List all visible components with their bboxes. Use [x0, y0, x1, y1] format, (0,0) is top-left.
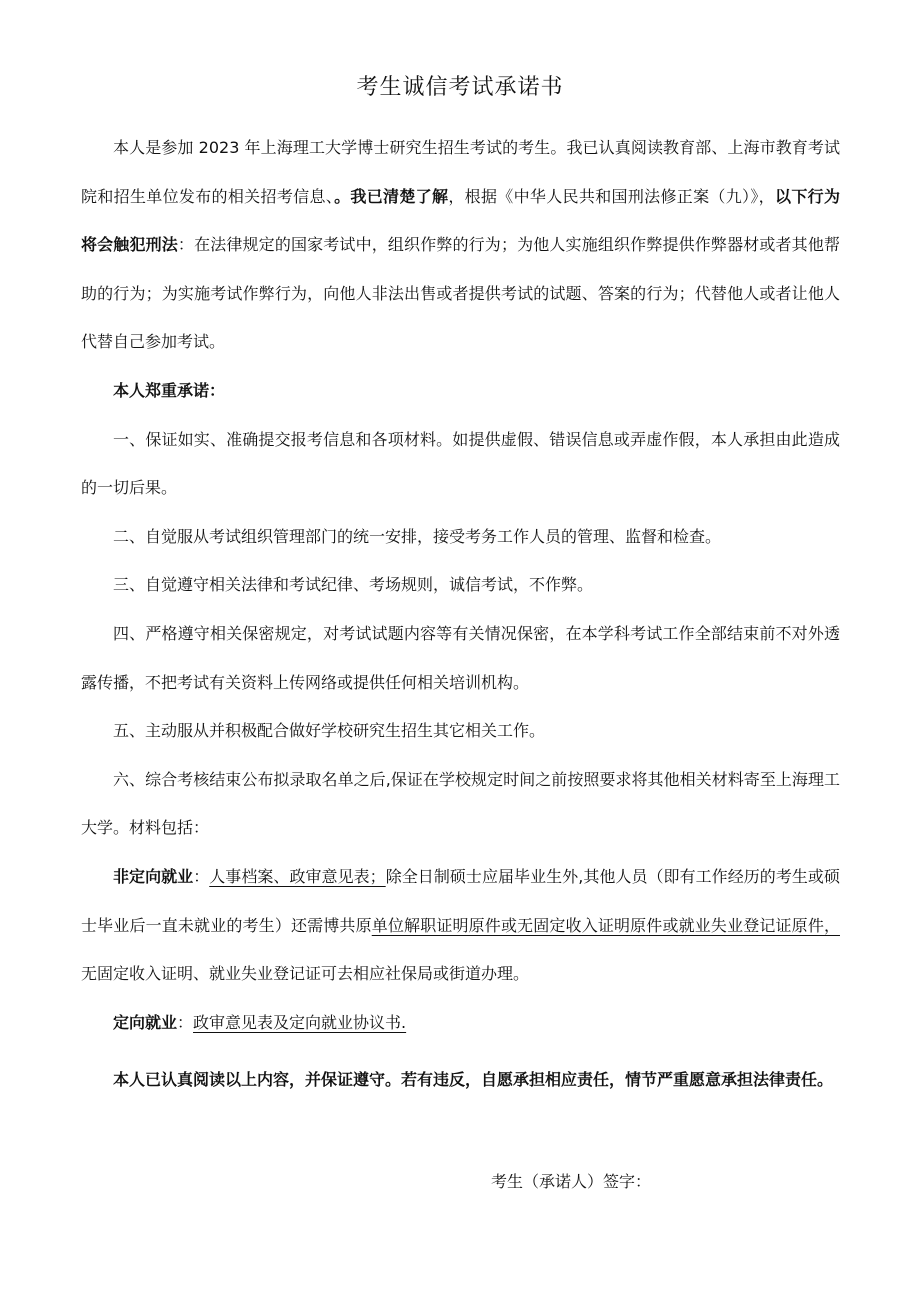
final-statement: 本人已认真阅读以上内容，并保证遵守。若有违反，自愿承担相应责任，情节严重愿意承担法律责任。: [113, 1070, 834, 1090]
intro-bold-1: 。我已清楚了解: [334, 186, 449, 206]
intro-text-3: ：在法律规定的国家考试中，组织作弊的行为；为他人实施组织作弊提供作弊器材或者其他帮助的行为；为实施考试作弊行为，向他人非法出售或者提供考试的试题、答案的行为；代替他人或者让他人代替自己参加考试。: [81, 235, 840, 352]
non-directed-label: 非定向就业: [113, 866, 194, 886]
pledge-item-4: 四、严格遵守相关保密规定，对考试试题内容等有关情况保密，在本学科考试工作全部结束前不对外透露传播，不把考试有关资料上传网络或提供任何相关培训机构。: [81, 623, 840, 692]
signature-label: 考生（承诺人）签字：: [491, 1172, 652, 1191]
pledge-item-6: 六、综合考核结束公布拟录取名单之后,保证在学校规定时间之前按照要求将其他相关材料寄至上海理工大学。材料包括：: [81, 769, 840, 838]
pledge-heading: 本人郑重承诺：: [113, 380, 226, 400]
intro-bold-2: 以下行为将会触犯刑法: [81, 186, 840, 255]
intro-paragraph: [81, 124, 840, 367]
non-directed-text-1: 除全日制硕士应届毕业生外,其他人员（即有工作经历的考生或硕士毕业后一直未就业的考生）还需博共原: [81, 866, 840, 935]
non-directed-underlined-1: 人事档案、政审意见表；: [209, 866, 386, 886]
directed-underlined: 政审意见表及定向就业协议书.: [193, 1012, 407, 1032]
non-directed-text-2: 无固定收入证明、就业失业登记证可去相应社保局或街道办理。: [81, 964, 530, 984]
non-directed-paragraph: [81, 853, 840, 999]
document-body: [81, 124, 840, 1108]
pledge-item-1: 一、保证如实、准确提交报考信息和各项材料。如提供虚假、错误信息或弄虚作假，本人承担由此造成的一切后果。: [81, 429, 840, 498]
pledge-item-5: 五、主动服从并积极配合做好学校研究生招生其它相关工作。: [113, 721, 546, 741]
directed-paragraph: [81, 999, 840, 1048]
non-directed-colon: ：: [193, 866, 210, 886]
directed-colon: ：: [177, 1012, 194, 1032]
document-title: 考生诚信考试承诺书: [356, 75, 564, 100]
pledge-item-3: 三、自觉遵守相关法律和考试纪律、考场规则，诚信考试，不作弊。: [113, 575, 594, 595]
intro-text-1: 本人是参加 2023 年上海理工大学博士研究生招生考试的考生。我已认真阅读教育部、上海市教育考试院和招生单位发布的相关招考信息、: [81, 138, 840, 206]
intro-text-2: ，根据《中华人民共和国刑法修正案（九）》，: [448, 186, 776, 206]
non-directed-underlined-2: 单位解职证明原件或无固定收入证明原件或就业失业登记证原件，: [371, 915, 840, 935]
directed-label: 定向就业: [113, 1012, 178, 1032]
pledge-item-2: 二、自觉服从考试组织管理部门的统一安排，接受考务工作人员的管理、监督和检查。: [113, 526, 722, 546]
